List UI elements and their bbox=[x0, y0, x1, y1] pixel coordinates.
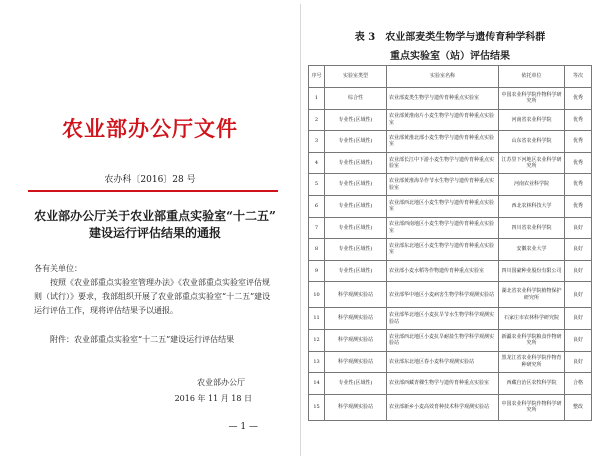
issue-date: 2016 年 11 月 18 日 bbox=[174, 394, 252, 403]
cell-grade: 合格 bbox=[565, 373, 592, 395]
cell-unit: 湖北省农业科学院植物保护研究所 bbox=[499, 282, 565, 308]
table-row bbox=[309, 351, 592, 373]
cell-no: 14 bbox=[309, 373, 325, 395]
notice-title-line1: 农业部办公厅关于农业部重点实验室“十二五” bbox=[34, 209, 276, 223]
table-row bbox=[309, 109, 592, 131]
cell-type: 专业性(区域性) bbox=[325, 239, 387, 261]
cell-no: 8 bbox=[309, 239, 325, 261]
cell-grade: 良好 bbox=[565, 217, 592, 239]
notice-title-line2: 建设运行评估结果的通报 bbox=[88, 226, 221, 240]
header-type: 实验室类型 bbox=[325, 66, 387, 88]
header-grade: 等次 bbox=[565, 66, 592, 88]
cell-type: 综合性 bbox=[325, 88, 387, 110]
cell-no: 15 bbox=[309, 394, 325, 420]
cell-no: 3 bbox=[309, 131, 325, 153]
cell-type: 专业性(区域性) bbox=[325, 373, 387, 395]
cell-grade: 良好 bbox=[565, 260, 592, 282]
cell-unit: 安徽农业大学 bbox=[499, 239, 565, 261]
header-no: 序号 bbox=[309, 66, 325, 88]
cell-type: 科学观测实验站 bbox=[325, 282, 387, 308]
cell-type: 专业性(区域性) bbox=[325, 217, 387, 239]
issuer: 农业部办公厅 bbox=[197, 378, 245, 387]
table-body bbox=[309, 88, 592, 421]
cell-grade: 良好 bbox=[565, 239, 592, 261]
cell-unit: 西藏自治区农牧科学院 bbox=[499, 373, 565, 395]
table-row bbox=[309, 282, 592, 308]
cell-grade: 良好 bbox=[565, 329, 592, 351]
cell-unit: 山东省农业科学院 bbox=[499, 131, 565, 153]
cell-name: 农业部长江中下游小麦生物学与遗传育种重点实验室 bbox=[387, 152, 499, 174]
cell-name: 农业部新乡小麦高效育种技术科学观测实验站 bbox=[387, 394, 499, 420]
cell-name: 农业部东北地区春小麦科学观测实验站 bbox=[387, 351, 499, 373]
cell-name: 农业部东北地区小麦生物学与遗传育种重点实验室 bbox=[387, 239, 499, 261]
cell-grade: 良好 bbox=[565, 308, 592, 330]
cell-name: 农业部黄淮海旱作节水生物学与遗传育种重点实验室 bbox=[387, 174, 499, 196]
cell-grade: 优秀 bbox=[565, 152, 592, 174]
right-page bbox=[300, 0, 600, 459]
cell-grade: 优秀 bbox=[565, 88, 592, 110]
cell-type: 专业性(区域性) bbox=[325, 131, 387, 153]
table-row bbox=[309, 373, 592, 395]
doc-number: 农办科〔2016〕28 号 bbox=[104, 175, 196, 185]
header-unit: 依托单位 bbox=[499, 66, 565, 88]
cell-no: 2 bbox=[309, 109, 325, 131]
cell-unit: 石家庄市农林科学研究院 bbox=[499, 308, 565, 330]
cell-name: 农业部小麦水稻等作物遗传育种重点实验室 bbox=[387, 260, 499, 282]
attachment-note: 附件：农业部重点实验室“十二五”建设运行评估结果 bbox=[50, 335, 235, 344]
cell-type: 专业性(区域性) bbox=[325, 174, 387, 196]
cell-type: 专业性(区域性) bbox=[325, 109, 387, 131]
table-subtitle: 重点实验室（站）评估结果 bbox=[390, 51, 510, 62]
doc-title: 农业部办公厅文件 bbox=[62, 116, 238, 141]
cell-name: 农业部西北地区小麦抗旱耐盐生物学科学观测实验站 bbox=[387, 329, 499, 351]
cell-type: 科学观测实验站 bbox=[325, 394, 387, 420]
cell-no: 1 bbox=[309, 88, 325, 110]
table-row bbox=[309, 239, 592, 261]
cell-no: 5 bbox=[309, 174, 325, 196]
cell-grade: 优秀 bbox=[565, 174, 592, 196]
table-row bbox=[309, 329, 592, 351]
table-row bbox=[309, 260, 592, 282]
table-row bbox=[309, 217, 592, 239]
table-row bbox=[309, 131, 592, 153]
table-row bbox=[309, 195, 592, 217]
cell-no: 9 bbox=[309, 260, 325, 282]
cell-type: 专业性(区域性) bbox=[325, 195, 387, 217]
cell-no: 13 bbox=[309, 351, 325, 373]
cell-unit: 四川国豪种业股份有限公司 bbox=[499, 260, 565, 282]
body-paragraph: 按照《农业部重点实验室管理办法》《农业部重点实验室评估规则（试行）》要求，我部组织开展了农业部重点实验室“十二五”建设运行评估工作，现将评估结果予以通报。 bbox=[34, 278, 271, 315]
cell-grade: 优秀 bbox=[565, 109, 592, 131]
cell-name: 农业部华北地区小麦抗旱节水生物学科学观测实验站 bbox=[387, 308, 499, 330]
cell-name: 农业部黄淮南片小麦生物学与遗传育种重点实验室 bbox=[387, 109, 499, 131]
cell-type: 科学观测实验站 bbox=[325, 351, 387, 373]
table-row bbox=[309, 394, 592, 420]
cell-name: 农业部西藏青稞生物学与遗传育种重点实验室 bbox=[387, 373, 499, 395]
cell-no: 7 bbox=[309, 217, 325, 239]
cell-unit: 河南省农业科学院 bbox=[499, 109, 565, 131]
cell-grade: 良好 bbox=[565, 282, 592, 308]
salutation: 各有关单位： bbox=[34, 264, 82, 273]
cell-unit: 中国农业科学院作物科学研究所 bbox=[499, 88, 565, 110]
table-header-row bbox=[309, 66, 592, 88]
cell-unit: 河南农业科学院 bbox=[499, 174, 565, 196]
table-row bbox=[309, 88, 592, 110]
cell-unit: 中国农业科学院作物科学研究所 bbox=[499, 394, 565, 420]
cell-name: 农业部西北地区小麦生物学与遗传育种重点实验室 bbox=[387, 195, 499, 217]
header-name: 实验室名称 bbox=[387, 66, 499, 88]
cell-no: 11 bbox=[309, 308, 325, 330]
red-rule-divider bbox=[28, 190, 278, 192]
cell-type: 专业性(区域性) bbox=[325, 260, 387, 282]
cell-grade: 整改 bbox=[565, 394, 592, 420]
cell-unit: 江苏里下河地区农业科学研究所 bbox=[499, 152, 565, 174]
cell-name: 农业部西南地区小麦生物学与遗传育种重点实验室 bbox=[387, 217, 499, 239]
cell-name: 农业部麦类生物学与遗传育种重点实验室 bbox=[387, 88, 499, 110]
evaluation-table bbox=[308, 65, 592, 421]
cell-no: 10 bbox=[309, 282, 325, 308]
table-row bbox=[309, 308, 592, 330]
cell-grade: 优秀 bbox=[565, 131, 592, 153]
cell-name: 农业部华中地区小麦病害生物学科学观测实验站 bbox=[387, 282, 499, 308]
cell-unit: 黑龙江省农业科学院作物育种研究所 bbox=[499, 351, 565, 373]
cell-type: 专业性(区域性) bbox=[325, 152, 387, 174]
table-row bbox=[309, 174, 592, 196]
cell-grade: 优秀 bbox=[565, 195, 592, 217]
cell-grade: 良好 bbox=[565, 351, 592, 373]
cell-no: 4 bbox=[309, 152, 325, 174]
page-number: — 1 — bbox=[228, 422, 258, 432]
cell-unit: 四川省农业科学院 bbox=[499, 217, 565, 239]
notice-title bbox=[25, 208, 285, 242]
cell-no: 6 bbox=[309, 195, 325, 217]
cell-no: 12 bbox=[309, 329, 325, 351]
table-title: 表 3 农业部麦类生物学与遗传育种学科群 bbox=[354, 32, 546, 43]
table-row bbox=[309, 152, 592, 174]
cell-type: 科学观测实验站 bbox=[325, 329, 387, 351]
cell-unit: 西北农林科技大学 bbox=[499, 195, 565, 217]
cell-name: 农业部黄淮北部小麦生物学与遗传育种重点实验室 bbox=[387, 131, 499, 153]
cell-type: 科学观测实验站 bbox=[325, 308, 387, 330]
cell-unit: 新疆农业科学院粮食作物研究所 bbox=[499, 329, 565, 351]
